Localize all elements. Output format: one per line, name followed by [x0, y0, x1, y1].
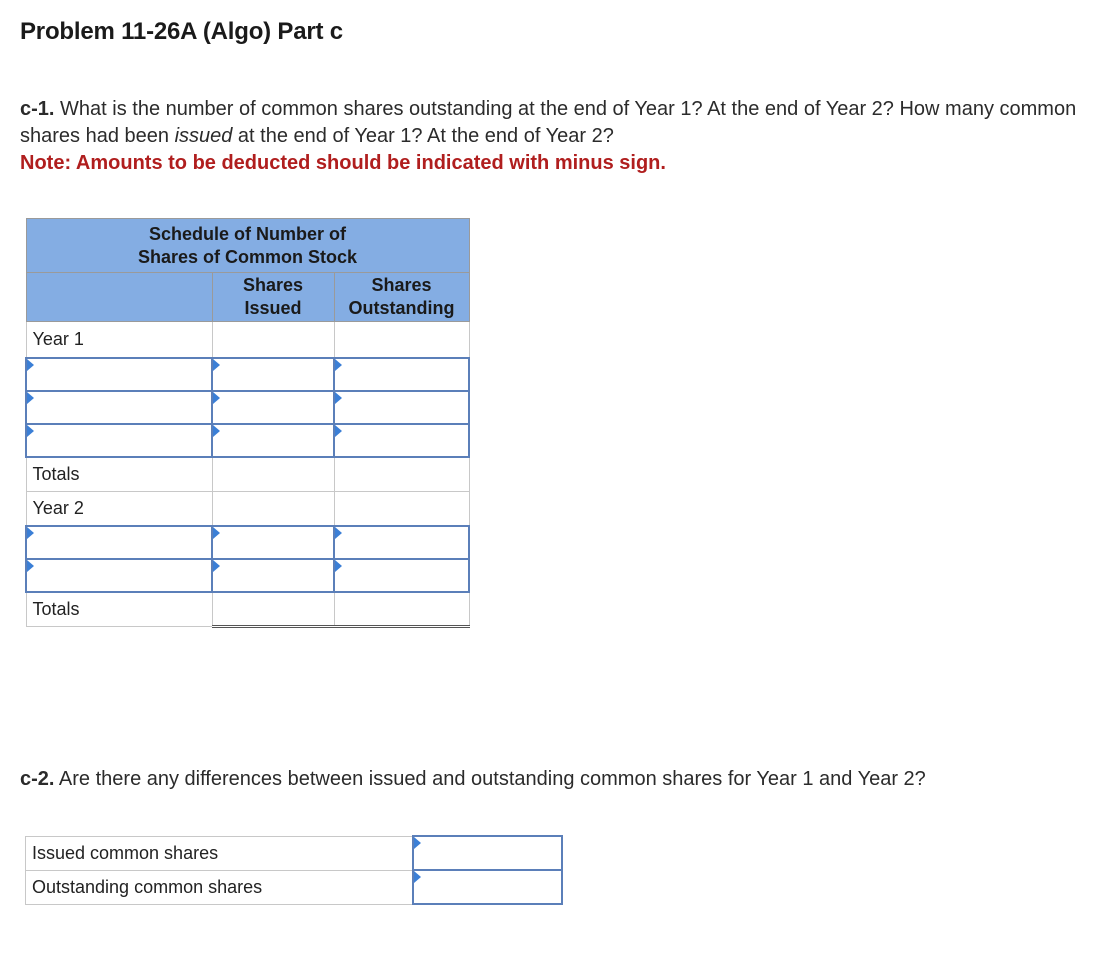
year1-entry2-outstanding-input[interactable]: [334, 391, 469, 424]
year2-totals-outstanding: [334, 592, 469, 627]
question-c1-emph: issued: [174, 125, 233, 147]
year1-entry3-outstanding-input[interactable]: [334, 424, 469, 457]
year2-label-row: [26, 492, 469, 526]
year1-label-row: [26, 322, 469, 358]
question-c2-prefix: c-2.: [20, 768, 55, 790]
year1-entry3-description-input[interactable]: [26, 424, 212, 457]
year2-entry-row: [26, 526, 469, 559]
deduction-note: Note: Amounts to be deducted should be indicated with minus sign.: [20, 152, 666, 174]
outstanding-shares-label: Outstanding common shares: [26, 870, 413, 904]
issued-shares-row: [26, 836, 562, 870]
year2-outstanding-cell: [334, 492, 469, 526]
outstanding-shares-row: [26, 870, 562, 904]
year2-entry2-description-input[interactable]: [26, 559, 212, 592]
year1-entry-row: [26, 358, 469, 391]
issued-shares-label: Issued common shares: [26, 836, 413, 870]
schedule-column-header-row: [26, 273, 469, 322]
year1-totals-label: Totals: [26, 457, 212, 492]
year1-entry2-issued-input[interactable]: [212, 391, 334, 424]
question-c1-prefix: c-1.: [20, 98, 55, 120]
year1-entry3-issued-input[interactable]: [212, 424, 334, 457]
differences-table: [25, 835, 563, 905]
year2-entry1-outstanding-input[interactable]: [334, 526, 469, 559]
question-c1-text2: at the end of Year 1? At the end of Year 2?: [232, 125, 614, 147]
year2-entry2-issued-input[interactable]: [212, 559, 334, 592]
year1-entry1-issued-input[interactable]: [212, 358, 334, 391]
year1-entry-row: [26, 391, 469, 424]
year1-totals-row: [26, 457, 469, 492]
question-c2: [20, 768, 926, 791]
year1-entry2-description-input[interactable]: [26, 391, 212, 424]
year2-entry2-outstanding-input[interactable]: [334, 559, 469, 592]
year1-totals-issued: [212, 457, 334, 492]
year1-totals-outstanding: [334, 457, 469, 492]
year1-entry1-description-input[interactable]: [26, 358, 212, 391]
year2-totals-row: [26, 592, 469, 627]
col-header-shares-issued: Shares Issued: [212, 273, 334, 322]
issued-shares-answer-input[interactable]: [413, 836, 562, 870]
year2-entry-row: [26, 559, 469, 592]
schedule-table: [25, 218, 470, 628]
header-blank: [26, 273, 212, 322]
year2-totals-issued: [212, 592, 334, 627]
question-c2-text: Are there any differences between issued and outstanding common shares for Year 1 and Year 2?: [54, 768, 926, 790]
year1-issued-cell: [212, 322, 334, 358]
schedule-title: Schedule of Number of Shares of Common Stock: [26, 219, 469, 273]
year2-entry1-issued-input[interactable]: [212, 526, 334, 559]
year2-issued-cell: [212, 492, 334, 526]
col-header-shares-outstanding: Shares Outstanding: [334, 273, 469, 322]
year2-totals-label: Totals: [26, 592, 212, 627]
year1-entry-row: [26, 424, 469, 457]
question-c1: [20, 96, 1105, 177]
year1-outstanding-cell: [334, 322, 469, 358]
year1-label: Year 1: [26, 322, 212, 358]
outstanding-shares-answer-input[interactable]: [413, 870, 562, 904]
page-title: Problem 11-26A (Algo) Part c: [20, 18, 343, 45]
schedule-title-row: [26, 219, 469, 273]
year1-entry1-outstanding-input[interactable]: [334, 358, 469, 391]
year2-label: Year 2: [26, 492, 212, 526]
question-c1-text: What is the number of common shares outstanding at the end of Year 1? At the end of Year 2? How many common shares had been: [20, 98, 1077, 147]
year2-entry1-description-input[interactable]: [26, 526, 212, 559]
